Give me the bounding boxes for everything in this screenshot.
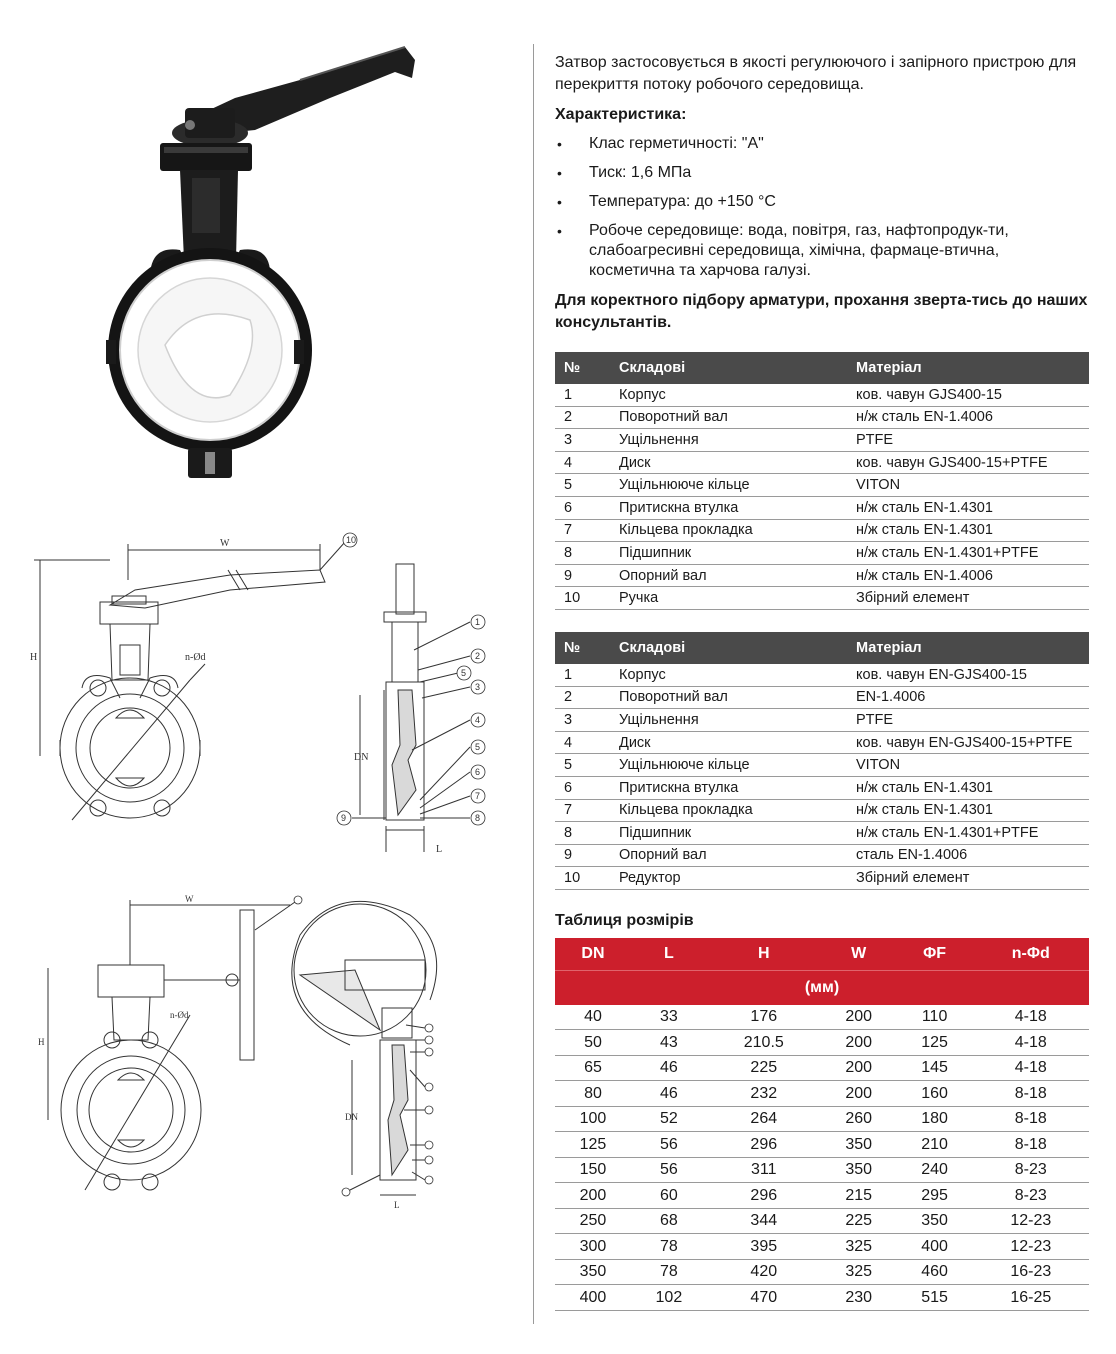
valve-photo <box>0 0 530 490</box>
table-row <box>555 867 1089 890</box>
cell-material: PTFE <box>847 429 1089 452</box>
dim-cell: 8-23 <box>973 1157 1089 1183</box>
cell-component: Кільцева прокладка <box>610 799 847 822</box>
list-item: • Клас герметичності: "А" <box>555 134 1089 154</box>
cell-number: 10 <box>555 587 610 610</box>
cell-material: н/ж сталь EN-1.4301 <box>847 776 1089 799</box>
table-row <box>555 474 1089 497</box>
table-row <box>555 1208 1089 1234</box>
col-header-dn: DN <box>555 938 631 971</box>
callout-8: 8 <box>475 813 481 823</box>
table-row <box>555 1081 1089 1107</box>
dim-cell: 210.5 <box>707 1030 821 1056</box>
dimensions-title: Таблиця розмірів <box>555 911 694 929</box>
table-row <box>555 1055 1089 1081</box>
cell-material: н/ж сталь EN-1.4301+PTFE <box>847 822 1089 845</box>
dim-cell: 400 <box>897 1234 973 1260</box>
dim-cell: 200 <box>821 1005 897 1030</box>
advice-text: Для коректного підбору арматури, прохання зверта-тись до наших консультантів. <box>555 292 1088 331</box>
cell-number: 1 <box>555 664 610 686</box>
dim-cell: 145 <box>897 1055 973 1081</box>
table-row <box>555 822 1089 845</box>
cell-material: н/ж сталь EN-1.4301 <box>847 519 1089 542</box>
cell-component: Підшипник <box>610 822 847 845</box>
dim-nd-label-2: n-Ød <box>170 1010 189 1020</box>
table-row <box>555 1157 1089 1183</box>
cell-material: н/ж сталь EN-1.4301+PTFE <box>847 542 1089 565</box>
dim-cell: 210 <box>897 1132 973 1158</box>
dim-h-label: H <box>30 652 38 663</box>
dim-cell: 325 <box>821 1259 897 1285</box>
cell-material: сталь EN-1.4006 <box>847 844 1089 867</box>
cell-material: PTFE <box>847 709 1089 732</box>
dim-cell: 225 <box>821 1208 897 1234</box>
table-row <box>555 587 1089 610</box>
callout-4: 4 <box>475 715 481 725</box>
dim-dn-label: DN <box>354 752 369 763</box>
callout-10: 10 <box>346 535 357 545</box>
cell-material: ков. чавун EN-GJS400-15+PTFE <box>847 731 1089 754</box>
cell-material: н/ж сталь EN-1.4301 <box>847 799 1089 822</box>
dim-cell: 176 <box>707 1005 821 1030</box>
cell-number: 3 <box>555 429 610 452</box>
dim-cell: 52 <box>631 1106 707 1132</box>
dim-cell: 300 <box>555 1234 631 1260</box>
dim-cell: 8-23 <box>973 1183 1089 1209</box>
cell-number: 8 <box>555 542 610 565</box>
dim-cell: 8-18 <box>973 1081 1089 1107</box>
col-header-component: Складові <box>610 352 847 384</box>
unit-row: (мм) <box>555 970 1089 1005</box>
dim-cell: 395 <box>707 1234 821 1260</box>
dim-cell: 56 <box>631 1132 707 1158</box>
column-divider <box>533 44 534 1324</box>
cell-material: EN-1.4006 <box>847 686 1089 709</box>
dim-cell: 200 <box>555 1183 631 1209</box>
table-row <box>555 664 1089 686</box>
dim-cell: 350 <box>821 1157 897 1183</box>
table-row <box>555 1030 1089 1056</box>
cell-material: Збірний елемент <box>847 867 1089 890</box>
list-item: • Температура: до +150 °С <box>555 192 1089 212</box>
cell-material: н/ж сталь EN-1.4006 <box>847 406 1089 429</box>
materials-table-gear <box>555 632 1089 890</box>
cell-component: Опорний вал <box>610 844 847 867</box>
cell-component: Поворотний вал <box>610 406 847 429</box>
dim-cell: 78 <box>631 1259 707 1285</box>
dim-cell: 50 <box>555 1030 631 1056</box>
table-row <box>555 429 1089 452</box>
dim-cell: 4-18 <box>973 1005 1089 1030</box>
dim-cell: 68 <box>631 1208 707 1234</box>
cell-component: Редуктор <box>610 867 847 890</box>
dim-cell: 4-18 <box>973 1030 1089 1056</box>
callout-1: 1 <box>475 617 481 627</box>
cell-number: 4 <box>555 451 610 474</box>
col-header-component: Складові <box>610 632 847 664</box>
dim-cell: 515 <box>897 1285 973 1311</box>
callout-7: 7 <box>475 791 481 801</box>
table-row <box>555 451 1089 474</box>
cell-number: 6 <box>555 776 610 799</box>
dim-cell: 350 <box>897 1208 973 1234</box>
callout-5b: 5 <box>475 742 481 752</box>
intro-text: Затвор застосовується в якості регулюючого і запірного пристрою для перекриття потоку робочого середовища. <box>555 54 1077 93</box>
cell-component: Опорний вал <box>610 564 847 587</box>
col-header-l: L <box>631 938 707 971</box>
col-header-number: № <box>555 632 610 664</box>
cell-material: VITON <box>847 754 1089 777</box>
table-row <box>555 1234 1089 1260</box>
col-header-nd: n-Φd <box>973 938 1089 971</box>
dimensions-table <box>555 938 1089 1311</box>
dim-cell: 78 <box>631 1234 707 1260</box>
col-header-number: № <box>555 352 610 384</box>
dim-cell: 470 <box>707 1285 821 1311</box>
cell-component: Притискна втулка <box>610 776 847 799</box>
dim-cell: 8-18 <box>973 1132 1089 1158</box>
cell-number: 4 <box>555 731 610 754</box>
cell-component: Ручка <box>610 587 847 610</box>
cell-component: Ущільнення <box>610 709 847 732</box>
table-row <box>555 519 1089 542</box>
dim-cell: 350 <box>821 1132 897 1158</box>
cell-component: Корпус <box>610 384 847 406</box>
dim-cell: 40 <box>555 1005 631 1030</box>
table-row <box>555 564 1089 587</box>
dim-cell: 296 <box>707 1183 821 1209</box>
dimensions-body <box>555 1005 1089 1311</box>
dim-cell: 80 <box>555 1081 631 1107</box>
dim-cell: 125 <box>555 1132 631 1158</box>
cell-material: ков. чавун GJS400-15+PTFE <box>847 451 1089 474</box>
table-row <box>555 709 1089 732</box>
dim-cell: 344 <box>707 1208 821 1234</box>
cell-number: 10 <box>555 867 610 890</box>
characteristics-heading: Характеристика: <box>555 106 687 123</box>
dim-cell: 325 <box>821 1234 897 1260</box>
dim-cell: 12-23 <box>973 1208 1089 1234</box>
dim-l-label-2: L <box>394 1200 400 1210</box>
dim-cell: 460 <box>897 1259 973 1285</box>
table-row <box>555 799 1089 822</box>
dim-cell: 311 <box>707 1157 821 1183</box>
table-row <box>555 1005 1089 1030</box>
cell-material: VITON <box>847 474 1089 497</box>
table-row <box>555 731 1089 754</box>
dim-w-label: W <box>220 538 230 549</box>
dim-w-label-2: W <box>185 894 194 904</box>
cell-number: 2 <box>555 406 610 429</box>
dim-cell: 295 <box>897 1183 973 1209</box>
cell-number: 6 <box>555 496 610 519</box>
table-row <box>555 754 1089 777</box>
cell-material: ков. чавун GJS400-15 <box>847 384 1089 406</box>
col-header-h: H <box>707 938 821 971</box>
cell-number: 5 <box>555 474 610 497</box>
illustrations-column <box>0 0 530 1354</box>
dim-cell: 33 <box>631 1005 707 1030</box>
cell-component: Ущільнення <box>610 429 847 452</box>
content-column <box>555 52 1089 1311</box>
dim-cell: 230 <box>821 1285 897 1311</box>
dim-cell: 200 <box>821 1030 897 1056</box>
cell-number: 7 <box>555 799 610 822</box>
materials-table-lever <box>555 352 1089 610</box>
cell-number: 3 <box>555 709 610 732</box>
table-row <box>555 542 1089 565</box>
cell-number: 1 <box>555 384 610 406</box>
dim-h-label-2: H <box>38 1037 45 1047</box>
cell-component: Диск <box>610 451 847 474</box>
cell-number: 2 <box>555 686 610 709</box>
dim-cell: 264 <box>707 1106 821 1132</box>
cell-component: Корпус <box>610 664 847 686</box>
dim-cell: 232 <box>707 1081 821 1107</box>
cell-component: Притискна втулка <box>610 496 847 519</box>
table-row <box>555 776 1089 799</box>
callout-9: 9 <box>341 813 347 823</box>
dim-cell: 240 <box>897 1157 973 1183</box>
table-row <box>555 384 1089 406</box>
cell-number: 7 <box>555 519 610 542</box>
dim-l-label: L <box>436 844 443 855</box>
dim-cell: 16-25 <box>973 1285 1089 1311</box>
cell-material: н/ж сталь EN-1.4301 <box>847 496 1089 519</box>
dim-cell: 43 <box>631 1030 707 1056</box>
cell-component: Ущільнююче кільце <box>610 754 847 777</box>
dim-cell: 46 <box>631 1081 707 1107</box>
table-row <box>555 1106 1089 1132</box>
cell-component: Підшипник <box>610 542 847 565</box>
dim-cell: 260 <box>821 1106 897 1132</box>
dim-cell: 60 <box>631 1183 707 1209</box>
dim-cell: 12-23 <box>973 1234 1089 1260</box>
cell-component: Диск <box>610 731 847 754</box>
dim-cell: 46 <box>631 1055 707 1081</box>
table-row <box>555 496 1089 519</box>
cell-material: ков. чавун EN-GJS400-15 <box>847 664 1089 686</box>
dim-cell: 4-18 <box>973 1055 1089 1081</box>
cell-number: 8 <box>555 822 610 845</box>
dim-cell: 100 <box>555 1106 631 1132</box>
table-row <box>555 1132 1089 1158</box>
dim-cell: 200 <box>821 1081 897 1107</box>
table-row <box>555 686 1089 709</box>
callout-6: 6 <box>475 767 481 777</box>
dim-cell: 420 <box>707 1259 821 1285</box>
dim-cell: 400 <box>555 1285 631 1311</box>
dim-cell: 296 <box>707 1132 821 1158</box>
callout-2: 2 <box>475 651 481 661</box>
dim-cell: 180 <box>897 1106 973 1132</box>
table-row <box>555 844 1089 867</box>
characteristics-list <box>555 134 1089 281</box>
cell-material: н/ж сталь EN-1.4006 <box>847 564 1089 587</box>
dim-cell: 250 <box>555 1208 631 1234</box>
col-header-w: W <box>821 938 897 971</box>
dim-cell: 215 <box>821 1183 897 1209</box>
list-item: • Робоче середовище: вода, повітря, газ, нафтопродук-ти, слабоагресивні середовища, хімічна, фармаце-втична, косметична та харчова галузі. <box>555 221 1089 281</box>
dim-cell: 125 <box>897 1030 973 1056</box>
dim-cell: 200 <box>821 1055 897 1081</box>
list-item: • Тиск: 1,6 МПа <box>555 163 1089 183</box>
col-header-material: Матеріал <box>847 632 1089 664</box>
cell-number: 9 <box>555 564 610 587</box>
cell-number: 5 <box>555 754 610 777</box>
cell-component: Ущільнююче кільце <box>610 474 847 497</box>
cell-material: Збірний елемент <box>847 587 1089 610</box>
dim-nd-label: n-Ød <box>185 652 206 663</box>
cell-number: 9 <box>555 844 610 867</box>
dim-cell: 110 <box>897 1005 973 1030</box>
dim-cell: 350 <box>555 1259 631 1285</box>
cell-component: Кільцева прокладка <box>610 519 847 542</box>
dim-cell: 56 <box>631 1157 707 1183</box>
table-row <box>555 1183 1089 1209</box>
dim-dn-label-2: DN <box>345 1112 358 1122</box>
dim-cell: 8-18 <box>973 1106 1089 1132</box>
callout-5a: 5 <box>461 668 467 678</box>
dim-cell: 225 <box>707 1055 821 1081</box>
table-row <box>555 406 1089 429</box>
col-header-material: Матеріал <box>847 352 1089 384</box>
dim-cell: 160 <box>897 1081 973 1107</box>
table-row <box>555 1259 1089 1285</box>
drawing-gearbox <box>0 890 530 1220</box>
dim-cell: 102 <box>631 1285 707 1311</box>
col-header-phif: ΦF <box>897 938 973 971</box>
table-row <box>555 1285 1089 1311</box>
callout-3: 3 <box>475 682 481 692</box>
cell-component: Поворотний вал <box>610 686 847 709</box>
drawing-lever <box>0 530 530 860</box>
dim-cell: 16-23 <box>973 1259 1089 1285</box>
dim-cell: 65 <box>555 1055 631 1081</box>
dim-cell: 150 <box>555 1157 631 1183</box>
